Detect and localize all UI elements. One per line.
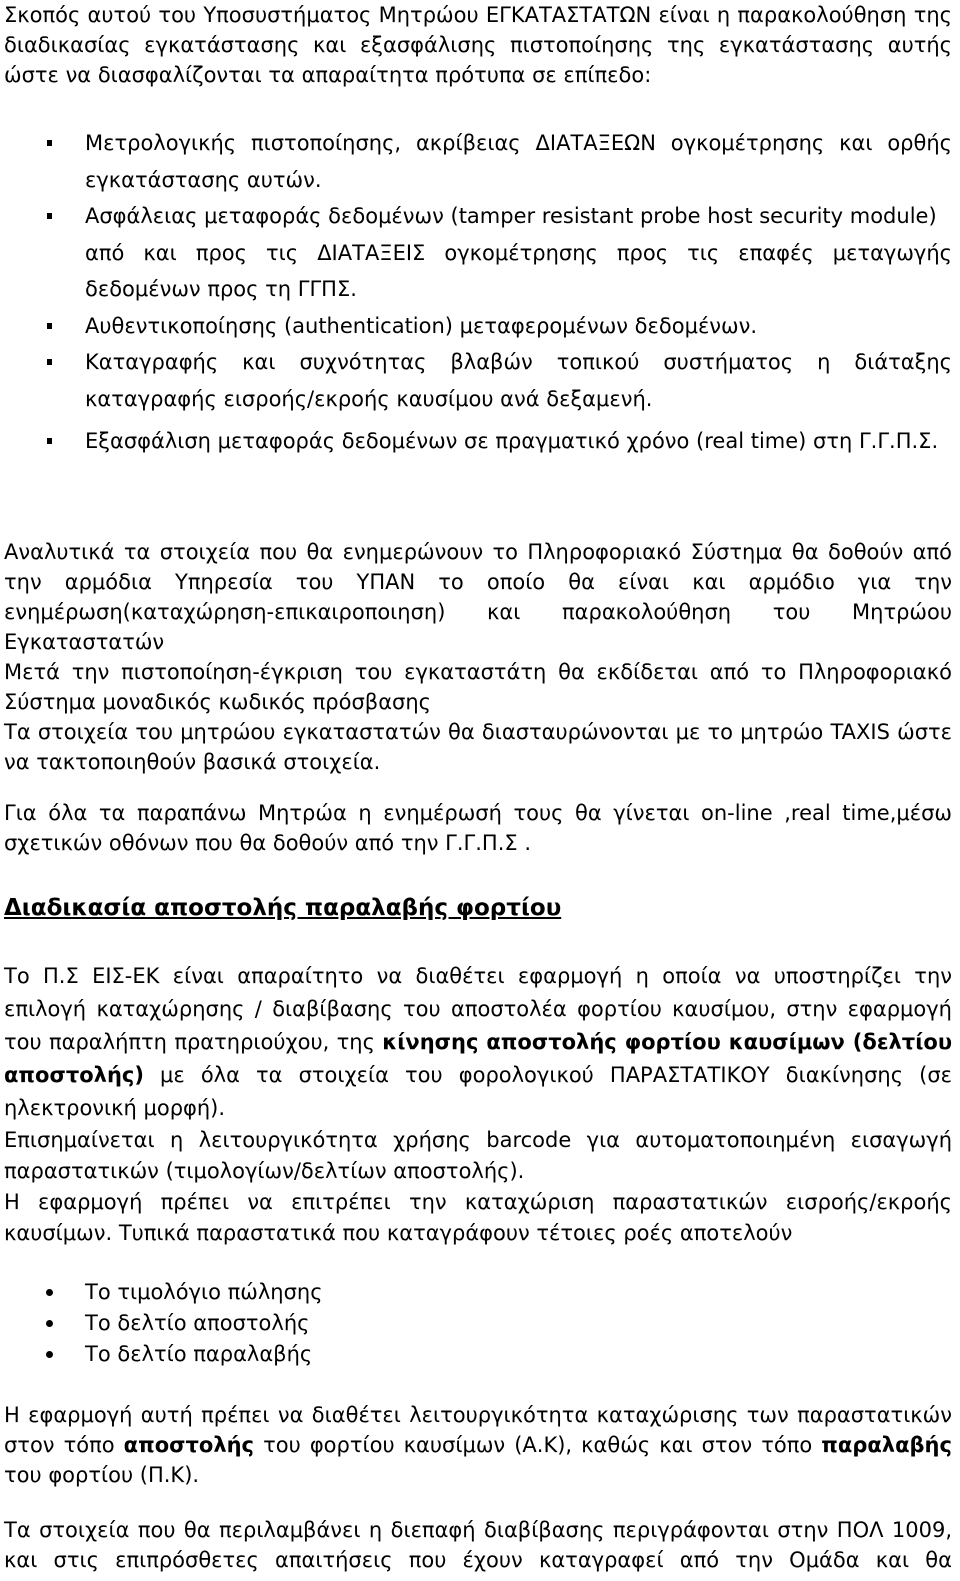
- disc-bullet-icon: [46, 1351, 53, 1358]
- online-note: Για όλα τα παραπάνω Μητρώα η ενημέρωσή τους θα γίνεται on-line ,real time,μέσω σχετικών οθόνων που θα δοθούν από την Γ.Γ.Π.Σ .: [4, 801, 952, 855]
- disc-bullet-icon: [46, 1289, 53, 1296]
- disc-bullet-icon: [46, 1320, 53, 1327]
- square-bullet-icon: [47, 140, 52, 146]
- section-paragraph: [4, 1400, 952, 1490]
- requirements-list: [4, 125, 952, 460]
- section-paragraph: [4, 960, 952, 1125]
- list-item-text: από και προς τις ΔΙΑΤΑΞΕΙΣ ογκομέτρησης προς τις επαφές μεταγωγής δεδομένων προς τη ΓΓΠΣ.: [85, 240, 952, 301]
- section-heading: Διαδικασία αποστολής παραλαβής φορτίου: [4, 895, 562, 921]
- details-block: [4, 537, 952, 777]
- details-paragraph: Αναλυτικά τα στοιχεία που θα ενημερώνουν το Πληροφοριακό Σύστημα θα δοθούν από την αρμόδια Υπηρεσία του ΥΠΑΝ το οποίο θα είναι και αρμόδιο για την ενημέρωση(καταχώρηση-επικαιροποιηση) και παρακολούθηση του Μητρώου Εγκαταστατών: [4, 540, 952, 654]
- list-item: [4, 308, 952, 345]
- list-item: [4, 423, 952, 460]
- list-item: [4, 1308, 952, 1339]
- list-item-text: Μετρολογικής πιστοποίησης, ακρίβειας ΔΙΑΤΑΞΕΩΝ ογκομέτρησης και ορθής εγκατάστασης αυτών.: [85, 131, 952, 192]
- paragraph-bold-text: κίνησης αποστολής φορτίου καυσίμων (δελτίου αποστολής): [4, 1030, 952, 1087]
- square-bullet-icon: [47, 438, 52, 444]
- list-item-text: Το τιμολόγιο πώλησης: [85, 1280, 323, 1304]
- list-item-text: Ασφάλειας μεταφοράς δεδομένων (tamper resistant probe host security module): [85, 204, 937, 228]
- details-paragraph: Μετά την πιστοποίηση-έγκριση του εγκαταστάτη θα εκδίδεται από το Πληροφοριακό Σύστημα μοναδικός κωδικός πρόσβασης: [4, 660, 952, 714]
- list-item-text: Το δελτίο αποστολής: [85, 1311, 310, 1335]
- list-item: [4, 125, 952, 198]
- section-paragraph: Η εφαρμογή πρέπει να επιτρέπει την καταχώριση παραστατικών εισροής/εκροής καυσίμων. Τυπικά παραστατικά που καταγράφουν τέτοιες ροές αποτελούν: [4, 1190, 952, 1245]
- list-item-text: Εξασφάλιση μεταφοράς δεδομένων σε πραγματικό χρόνο (real time) στη Γ.Γ.Π.Σ.: [85, 429, 939, 453]
- paragraph-bold-text: αποστολής: [123, 1433, 255, 1457]
- paragraph-text: Το Π.Σ ΕΙΣ-ΕΚ είναι απαραίτητο να διαθέτει εφαρμογή η οποία να υποστηρίζει την επιλογή καταχώρησης / διαβίβασης του αποστολέα φορτίου καυσίμου, στην εφαρμογή του παραλήπτη πρατηριούχου, της: [4, 964, 952, 1054]
- square-bullet-icon: [47, 213, 52, 219]
- list-item-text: Καταγραφής και συχνότητας βλαβών τοπικού συστήματος η διάταξης καταγραφής εισροής/εκροής καυσίμου ανά δεξαμενή.: [85, 350, 952, 411]
- paragraph-text: του φορτίου (Π.Κ).: [4, 1463, 200, 1487]
- square-bullet-icon: [47, 323, 52, 329]
- paragraph-text: του φορτίου καυσίμων (Α.Κ), καθώς και στον τόπο: [263, 1433, 813, 1457]
- list-item: [4, 1339, 952, 1370]
- section-paragraph: Επισημαίνεται η λειτουργικότητα χρήσης barcode για αυτοματοποιημένη εισαγωγή παραστατικών (τιμολογίων/δελτίων αποστολής).: [4, 1128, 952, 1183]
- list-item-text: Το δελτίο παραλαβής: [85, 1342, 313, 1366]
- list-item: [4, 344, 952, 417]
- paragraph-bold-text: παραλαβής: [821, 1433, 952, 1457]
- intro-paragraph: Σκοπός αυτού του Υποσυστήματος Μητρώου ΕΓΚΑΤΑΣΤΑΤΩΝ είναι η παρακολούθηση της διαδικασίας εγκατάστασης και εξασφάλισης πιστοποίησης της εγκατάστασης αυτής ώστε να διασφαλίζονται τα απαραίτητα πρότυπα σε επίπεδο:: [4, 3, 952, 87]
- list-item: [4, 198, 952, 308]
- list-item: [4, 1277, 952, 1308]
- details-paragraph: Τα στοιχεία του μητρώου εγκαταστατών θα διασταυρώνονται με το μητρώο TAXIS ώστε να τακτοποιηθούν βασικά στοιχεία.: [4, 720, 952, 774]
- documents-list: [4, 1277, 952, 1370]
- paragraph-text: Η εφαρμογή αυτή πρέπει να διαθέτει λειτουργικότητα καταχώρισης των παραστατικών στον τόπο: [4, 1403, 952, 1457]
- section-paragraph: Τα στοιχεία που θα περιλαμβάνει η διεπαφή διαβίβασης περιγράφονται στην ΠΟΛ 1009, και στις επιπρόσθετες απαιτήσεις που έχουν καταγραφεί από την Ομάδα και θα: [4, 1518, 952, 1572]
- square-bullet-icon: [47, 359, 52, 365]
- paragraph-text: με όλα τα στοιχεία του φορολογικού ΠΑΡΑΣΤΑΤΙΚΟΥ διακίνησης (σε ηλεκτρονική μορφή).: [4, 1063, 952, 1120]
- section-body: [4, 960, 952, 1249]
- list-item-text: Αυθεντικοποίησης (authentication) μεταφερομένων δεδομένων.: [85, 313, 758, 338]
